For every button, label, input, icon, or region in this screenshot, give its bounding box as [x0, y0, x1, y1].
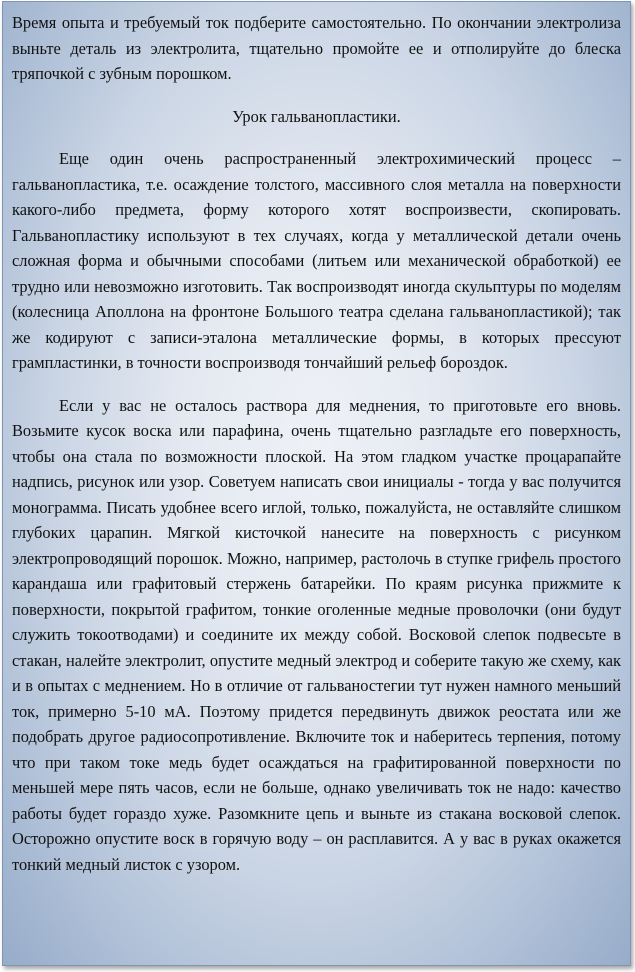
text-box [2, 1, 631, 966]
section-title: Урок гальванопластики. [232, 106, 401, 126]
paragraph-galvanoplasty-intro: Еще один очень распространенный электрохимический процесс – гальванопластика, т.е. осаждение толстого, массивного слоя металла на поверхности какого-либо предмета, форму которого хотят воспроизвести, скопировать. Гальванопластику используют в тех случаях, когда у металлической детали очень сложная форма и обычными способами (литьем или механической обработкой) ее трудно или невозможно изготовить. Так воспроизводят иногда скульптуры по моделям (колесница Аполлона на фронтоне Большого театра сделана гальванопластикой); так же кодируют с записи-эталона металлические формы, в которых прессуют грампластинки, в точности воспроизводя тончайший рельеф бороздок. [12, 149, 621, 372]
paragraph-electrolysis-end: Время опыта и требуемый ток подберите самостоятельно. По окончании электролиза выньте деталь из электролита, тщательно промойте ее и отполируйте до блеска тряпочкой с зубным порошком. [12, 13, 621, 83]
paragraph-wax-monogram-procedure: Если у вас не осталось раствора для меднения, то приготовьте его вновь. Возьмите кусок воска или парафина, очень тщательно разгладьте его поверхность, чтобы она стала по возможности плоской. На этом гладком участке процарапайте надпись, рисунок или узор. Советуем написать свои инициалы - тогда у вас получится монограмма. Писать удобнее всего иглой, только, пожалуйста, не оставляйте слишком глубоких царапин. Мягкой кисточкой нанесите на поверхность с рисунком электропроводящий порошок. Можно, например, растолочь в ступке грифель простого карандаша или графитовый стержень батарейки. По краям рисунка прижмите к поверхности, покрытой графитом, тонкие оголенные медные проволочки (они будут служить токоотводами) и соедините их между собой. Восковой слепок подвесьте в стакан, налейте электролит, опустите медный электрод и соберите такую же схему, как и в опытах с меднением. Но в отличие от гальваностегии тут нужен намного меньший ток, примерно 5-10 мА. Поэтому придется передвинуть движок реостата или же подобрать другое радиосопротивление. Включите ток и наберитесь терпения, потому что при таком токе медь будет осаждаться на графитированной поверхности по меньшей мере пять часов, если не больше, однако увеличивать ток не надо: качество работы будет гораздо хуже. Разомкните цепь и выньте из стакана восковой слепок. Осторожно опустите воск в горячую воду – он расплавится. А у вас в руках окажется тонкий медный листок с узором. [12, 395, 621, 874]
